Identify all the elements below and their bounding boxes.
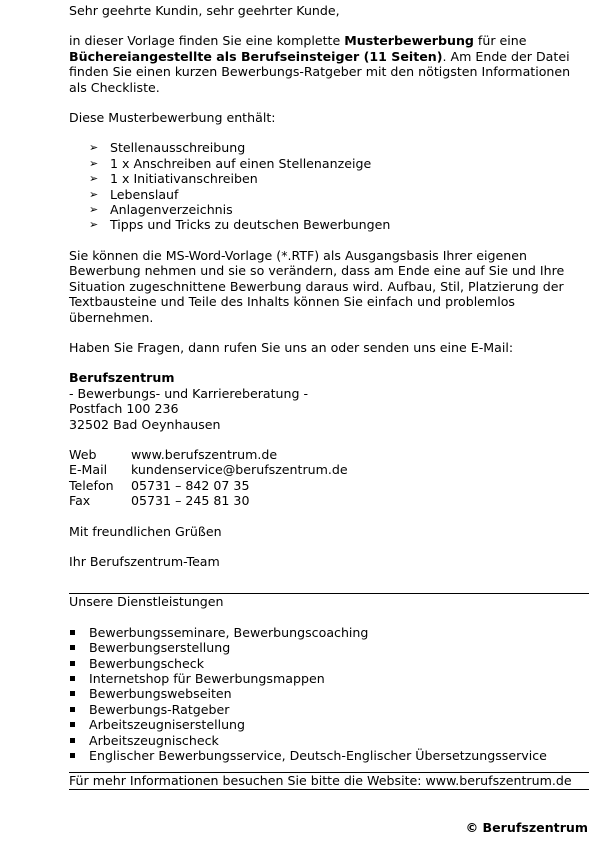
list-item: Englischer Bewerbungsservice, Deutsch-Englischer Übersetzungsservice xyxy=(69,748,589,763)
intro-text-3: . Am Ende der Datei finden Sie einen kurzen Bewerbungs-Ratgeber mit den nötigsten Informationen als Checkliste. xyxy=(69,48,571,95)
square-bullet-icon xyxy=(70,722,75,727)
intro-bold-2: Büchereiangestellte als Berufseinsteiger (11 Seiten) xyxy=(69,48,443,64)
copyright-notice: © Berufszentrum xyxy=(465,820,588,835)
square-bullet-icon xyxy=(70,707,75,712)
square-bullet-icon xyxy=(70,738,75,743)
contact-phone: Telefon 05731 – 842 07 35 xyxy=(69,477,250,493)
list-item: Arbeitszeugniserstellung xyxy=(69,717,589,732)
arrow-bullet-icon: ➢ xyxy=(89,218,99,232)
list-item: ➢ Anlagenverzeichnis xyxy=(89,202,233,218)
web-link[interactable]: www.berufszentrum.de xyxy=(131,446,278,462)
list-item: Bewerbungsseminare, Bewerbungscoaching xyxy=(69,625,589,640)
company-city: 32502 Bad Oeynhausen xyxy=(69,416,221,432)
arrow-bullet-icon: ➢ xyxy=(89,172,99,186)
services-list xyxy=(69,625,589,764)
greeting: Sehr geehrte Kundin, sehr geehrter Kunde, xyxy=(69,3,340,18)
list-item: ➢ Tipps und Tricks zu deutschen Bewerbungen xyxy=(89,217,391,233)
usage-paragraph: Sie können die MS-Word-Vorlage (*.RTF) als Ausgangsbasis Ihrer eigenen Bewerbung nehmen und sie so verändern, dass am Ende eine auf Sie und Ihre Situation zugeschnittene Bewerbung daraus wird. Aufbau, Stil, Platzierung der Textbausteine und Teile des Inhalts können Sie einfach und problemlos übernehmen. xyxy=(69,247,565,325)
list-item: ➢ Stellenausschreibung xyxy=(89,140,246,156)
document-body xyxy=(69,3,589,790)
arrow-bullet-icon: ➢ xyxy=(89,141,99,155)
list-item: ➢ Lebenslauf xyxy=(89,186,179,202)
arrow-bullet-icon: ➢ xyxy=(89,187,99,201)
list-item: Arbeitszeugnischeck xyxy=(69,733,589,748)
intro-text-2: für eine xyxy=(473,33,527,49)
list-item: Bewerbungswebseiten xyxy=(69,686,589,701)
services-heading: Unsere Dienstleistungen xyxy=(69,594,224,610)
arrow-bullet-icon: ➢ xyxy=(89,203,99,217)
contact-email: E-Mail kundenservice@berufszentrum.de xyxy=(69,462,348,478)
list-item: ➢ 1 x Initiativanschreiben xyxy=(89,171,258,187)
email-link[interactable]: kundenservice@berufszentrum.de xyxy=(131,462,348,478)
questions-paragraph: Haben Sie Fragen, dann rufen Sie uns an oder senden uns eine E-Mail: xyxy=(69,339,514,355)
square-bullet-icon xyxy=(70,676,75,681)
intro-text-1: in dieser Vorlage finden Sie eine komplette xyxy=(69,33,345,49)
arrow-bullet-icon: ➢ xyxy=(89,156,99,170)
company-postbox: Postfach 100 236 xyxy=(69,401,179,417)
contents-list xyxy=(69,140,589,232)
company-name: Berufszentrum xyxy=(69,370,175,386)
list-item: ➢ 1 x Anschreiben auf einen Stellenanzeige xyxy=(89,155,372,171)
more-info: Für mehr Informationen besuchen Sie bitte die Website: www.berufszentrum.de xyxy=(69,773,589,789)
list-item: Bewerbungserstellung xyxy=(69,640,589,655)
square-bullet-icon xyxy=(70,645,75,650)
square-bullet-icon xyxy=(70,661,75,666)
closing: Mit freundlichen Grüßen xyxy=(69,523,222,539)
list-item: Bewerbungscheck xyxy=(69,656,589,671)
intro-paragraph xyxy=(69,33,589,95)
list-item: Internetshop für Bewerbungsmappen xyxy=(69,671,589,686)
intro-bold-1: Musterbewerbung xyxy=(344,33,474,49)
square-bullet-icon xyxy=(70,630,75,635)
company-tagline: - Bewerbungs- und Karriereberatung - xyxy=(69,385,309,401)
contact-web: Web www.berufszentrum.de xyxy=(69,446,278,462)
contact-fax: Fax 05731 – 245 81 30 xyxy=(69,493,250,509)
square-bullet-icon xyxy=(70,753,75,758)
square-bullet-icon xyxy=(70,691,75,696)
contains-heading: Diese Musterbewerbung enthält: xyxy=(69,110,276,126)
signature: Ihr Berufszentrum-Team xyxy=(69,553,220,569)
list-item: Bewerbungs-Ratgeber xyxy=(69,702,589,717)
